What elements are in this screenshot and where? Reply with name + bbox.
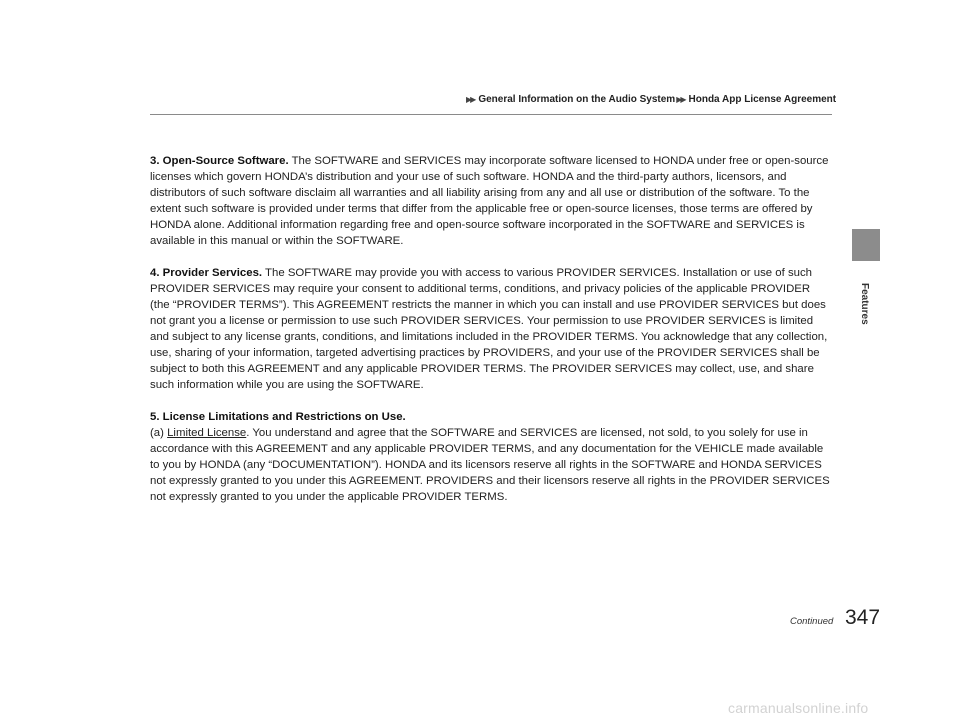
section-heading: 3. Open-Source Software. [150,155,289,167]
section-heading: 4. Provider Services. [150,267,263,279]
subsection-title: Limited License [167,427,247,439]
section-license-limitations [150,409,832,425]
document-body [150,153,832,505]
section-heading: 5. License Limitations and Restrictions on Use. [150,411,406,423]
section-open-source [150,153,832,249]
page-number: 347 [845,606,881,629]
subsection-limited-license [150,425,832,505]
continued-label: Continued [790,616,834,627]
subsection-prefix: (a) [150,427,168,439]
breadcrumb-section: General Information on the Audio System [478,94,676,105]
double-arrow-icon: ▶▶ [466,95,475,104]
double-arrow-icon: ▶▶ [676,95,685,104]
watermark: carmanualsonline.info [728,700,869,716]
section-provider-services [150,265,832,393]
subsection-text: . You understand and agree that the SOFTWARE and SERVICES are licensed, not sold, to you solely for use in accordance with this AGREEMENT and any applicable PROVIDER TERMS, and any documentation for the VEHICLE made available to you by HONDA (any “DOCUMENTATION”). HONDA and its licensors reserve all rights in the SOFTWARE and HONDA SERVICES not expressly granted to you under this AGREEMENT. PROVIDERS and their licensors reserve all rights in the PROVIDER SERVICES not expressly granted to you under the applicable PROVIDER TERMS. [150,427,830,503]
header-divider [150,114,832,115]
section-tab-marker [852,229,880,261]
breadcrumb-page: Honda App License Agreement [688,94,837,105]
breadcrumb [466,94,836,105]
section-tab-label: Features [859,283,870,325]
section-text: The SOFTWARE may provide you with access to various PROVIDER SERVICES. Installation or use of such PROVIDER SERVICES may require your consent to additional terms, conditions, and privacy policies of the applicable PROVIDER (the “PROVIDER TERMS”). This AGREEMENT restricts the manner in which you can install and use PROVIDER SERVICES but does not grant you a license or permission to use such PROVIDER SERVICES. Your permission to use PROVIDER SERVICES is limited and subject to any license grants, conditions, and limitations included in the PROVIDER TERMS. You acknowledge that any collection, use, sharing of your information, targeted advertising practices by PROVIDERS, and your use of the PROVIDER SERVICES shall be subject to both this AGREEMENT and any applicable PROVIDER TERMS. The PROVIDER SERVICES may collect, use, and share such information while you are using the SOFTWARE. [150,267,828,391]
section-text: The SOFTWARE and SERVICES may incorporate software licensed to HONDA under free or open-source licenses which govern HONDA’s distribution and your use of such software. HONDA and the third-party authors, licensors, and distributors of such software disclaim all warranties and all liability arising from any and all use or distribution of the software. To the extent such software is provided under terms that differ from the applicable free or open-source licenses, those terms are offered by HONDA alone. Additional information regarding free and open-source software incorporated in the SOFTWARE and SERVICES is available in this manual or within the SOFTWARE. [150,155,829,247]
